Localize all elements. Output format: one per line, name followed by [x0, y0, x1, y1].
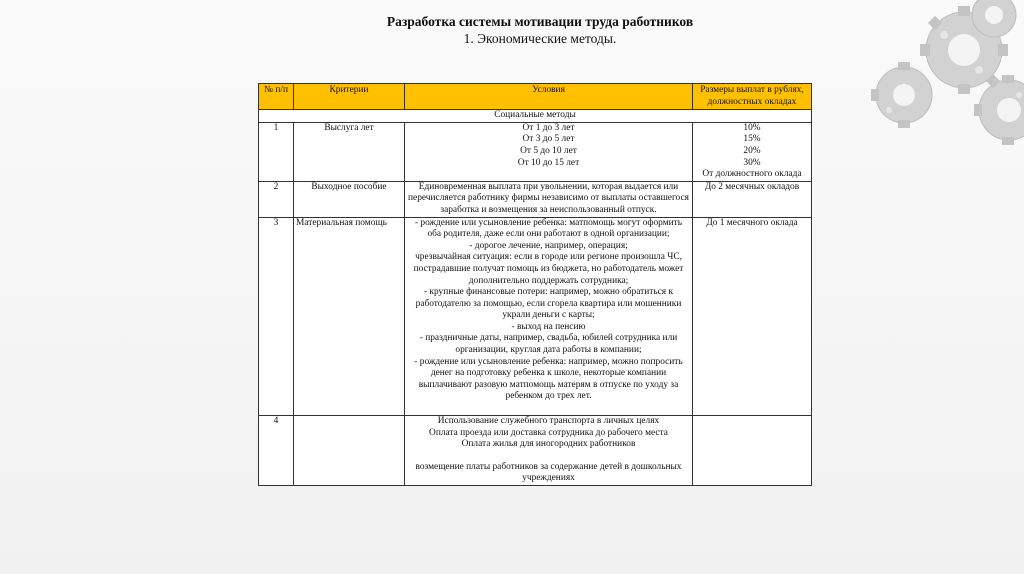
payment-line: 10% — [743, 122, 761, 133]
payment-line: От должностного оклада — [702, 169, 802, 180]
header-conditions: Условия — [405, 84, 693, 110]
condition-line: От 3 до 5 лет — [522, 134, 575, 145]
row-criteria — [294, 416, 405, 486]
row-criteria: Выслуга лет — [294, 122, 405, 181]
page-subtitle: 1. Экономические методы. — [463, 31, 617, 46]
table-row — [259, 122, 812, 181]
header-criteria: Критерии — [294, 84, 405, 110]
condition-line: - праздничные даты, например, свадьба, юбилей сотрудника или организации, круглая дата работы в компании; — [419, 333, 678, 356]
section-row — [259, 110, 812, 123]
row-criteria: Выходное пособие — [294, 181, 405, 217]
condition-line — [407, 451, 690, 462]
condition-line: - рождение или усыновление ребенка: матпомощь могут оформить оба родителя, даже если они работают в одной организации; — [414, 217, 683, 240]
table-row — [259, 416, 812, 486]
condition-line: чрезвычайная ситуация: если в городе или регионе произошла ЧС, пострадавшие получат помощь из бюджета, но работодатель может дополнительно поддержать сотрудника; — [413, 252, 684, 286]
row-num: 2 — [259, 181, 294, 217]
header-num: № п/п — [259, 84, 294, 110]
table-row — [259, 217, 812, 416]
condition-line: Оплата жилья для иногородних работников — [461, 439, 636, 450]
row-conditions — [405, 217, 693, 416]
condition-line: Оплата проезда или доставка сотрудника до рабочего места — [429, 427, 668, 438]
condition-line: От 10 до 15 лет — [517, 157, 580, 168]
section-title: Социальные методы — [259, 110, 812, 123]
row-num: 4 — [259, 416, 294, 486]
motivation-table — [258, 83, 812, 486]
condition-line: Использование служебного транспорта в личных целях — [437, 416, 660, 427]
page-title: Разработка системы мотивации труда работников — [386, 14, 694, 29]
condition-line: От 1 до 3 лет — [522, 122, 575, 133]
payment-line: 30% — [743, 157, 761, 168]
row-num: 1 — [259, 122, 294, 181]
row-payments — [693, 416, 812, 486]
title-block — [320, 13, 760, 47]
condition-line: - выход на пенсию — [511, 321, 586, 332]
row-payments: До 2 месячных окладов — [693, 181, 812, 217]
table-header-row — [259, 84, 812, 110]
payment-line: 20% — [743, 145, 761, 156]
spacer — [407, 403, 690, 415]
header-payments: Размеры выплат в рублях, должностных окладах — [693, 84, 812, 110]
gears-icon — [834, 0, 1024, 160]
condition-line: - рождение или усыновление ребенка: например, можно попросить денег на подготовку ребенка к школе, некоторые компании выплачивают разовую матпомощь матерям в отпуске по уходу за ребенком до трех лет. — [414, 356, 683, 402]
condition-line: - крупные финансовые потери: например, можно обратиться к работодателю за помощью, если сгорела квартира или мошенники украли деньги с карты; — [415, 287, 682, 321]
row-criteria: Материальная помощь — [294, 217, 405, 416]
row-conditions — [405, 416, 693, 486]
row-conditions — [405, 122, 693, 181]
row-num: 3 — [259, 217, 294, 416]
row-payments — [693, 122, 812, 181]
table-row — [259, 181, 812, 217]
payment-line: 15% — [743, 134, 761, 145]
row-payments: До 1 месячного оклада — [693, 217, 812, 416]
row-conditions: Единовременная выплата при увольнении, которая выдается или перечисляется работнику фирмы независимо от выплаты оставшегося заработка и возмещения за неиспользованный отпуск. — [405, 181, 693, 217]
condition-line: возмещение платы работников за содержание детей в дошкольных учреждениях — [415, 461, 682, 484]
condition-line: От 5 до 10 лет — [520, 145, 577, 156]
condition-line: - дорогое лечение, например, операция; — [469, 240, 628, 251]
